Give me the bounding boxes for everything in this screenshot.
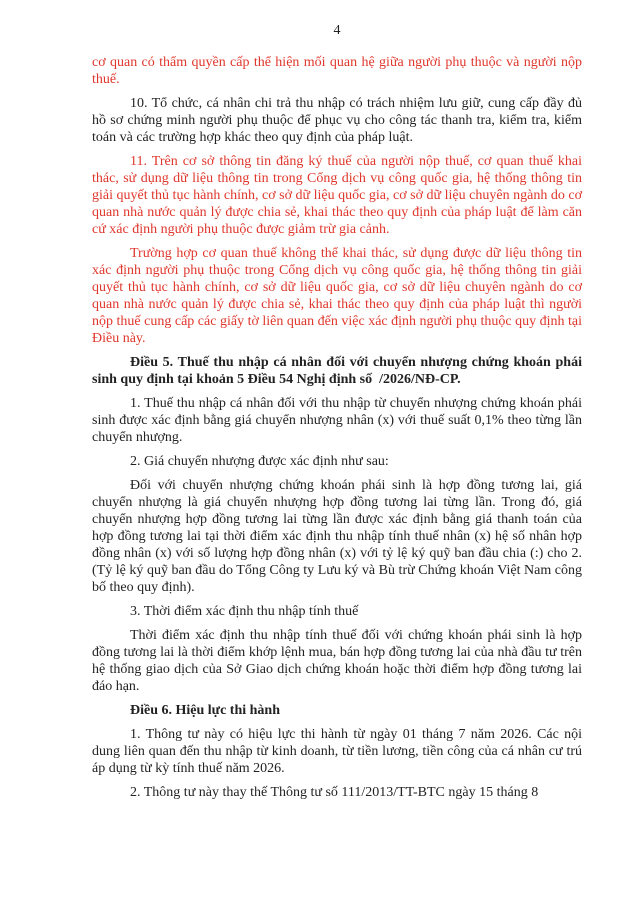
heading-article-6: Điều 6. Hiệu lực thi hành	[130, 703, 280, 718]
paragraph-article6-clause-1: 1. Thông tư này có hiệu lực thi hành từ ngày 01 tháng 7 năm 2026. Các nội dung liên quan đến thu nhập từ kinh doanh, từ tiền lương, tiền công của cá nhân cư trú áp dụng từ kỳ tính thuế năm 2026.	[92, 727, 582, 776]
paragraph-continuation-dependent-proof: cơ quan có thẩm quyền cấp thể hiện mối quan hệ giữa người phụ thuộc và người nộp thuế.	[92, 55, 582, 87]
paragraph-article5-clause-2-detail: Đối với chuyển nhượng chứng khoán phái sinh là hợp đồng tương lai, giá chuyển nhượng là giá chuyển nhượng hợp đồng tương lai từng lần. Trong đó, giá chuyển nhượng hợp đồng tương lai từng lần được xác định bằng giá thanh toán của hợp đồng tương lai tại thời điểm xác định thu nhập tính thuế nhân (x) hệ số nhân hợp đồng nhân (x) với số lượng hợp đồng nhân (x) với tỷ lệ ký quỹ ban đầu chia (:) cho 2. (Tỷ lệ ký quỹ ban đầu do Tổng Công ty Lưu ký và Bù trừ Chứng khoán Việt Nam công bố theo quy định).	[92, 478, 582, 595]
paragraph-article5-clause-1: 1. Thuế thu nhập cá nhân đối với thu nhập từ chuyển nhượng chứng khoán phái sinh được xác định bằng giá chuyển nhượng nhân (x) với thuế suất 0,1% theo từng lần chuyển nhượng.	[92, 396, 582, 445]
paragraph-clause-11-fallback: Trường hợp cơ quan thuế không thể khai thác, sử dụng được dữ liệu thông tin xác định người phụ thuộc trong Cổng dịch vụ công quốc gia, hệ thống thông tin giải quyết thủ tục hành chính, cơ sở dữ liệu quốc gia, cơ sở dữ liệu chuyên ngành do cơ quan nhà nước quản lý được chia sẻ, khai thác theo quy định của pháp luật thì người nộp thuế cung cấp các giấy tờ liên quan đến việc xác định người phụ thuộc quy định tại Điều này.	[92, 246, 582, 346]
paragraph-article5-clause-2: 2. Giá chuyển nhượng được xác định như sau:	[130, 454, 389, 469]
paragraph-article5-clause-3: 3. Thời điểm xác định thu nhập tính thuế	[130, 604, 359, 619]
paragraph-article6-clause-2: 2. Thông tư này thay thế Thông tư số 111/2013/TT-BTC ngày 15 tháng 8	[130, 785, 539, 800]
page-number: 4	[333, 23, 341, 38]
paragraph-clause-11: 11. Trên cơ sở thông tin đăng ký thuế của người nộp thuế, cơ quan thuế khai thác, sử dụng dữ liệu thông tin trong Cổng dịch vụ công quốc gia, hệ thống thông tin giải quyết thủ tục hành chính, cơ sở dữ liệu quốc gia, cơ sở dữ liệu chuyên ngành do cơ quan nhà nước quản lý được chia sẻ, khai thác theo quy định của pháp luật để làm căn cứ xác định người phụ thuộc được giảm trừ gia cảnh.	[92, 154, 582, 237]
heading-article-5: Điều 5. Thuế thu nhập cá nhân đối với chuyển nhượng chứng khoán phái sinh quy định tại khoản 5 Điều 54 Nghị định số /2026/NĐ-CP.	[92, 355, 582, 387]
paragraph-clause-10: 10. Tổ chức, cá nhân chi trả thu nhập có trách nhiệm lưu giữ, cung cấp đầy đủ hồ sơ chứng minh người phụ thuộc để phục vụ cho công tác thanh tra, kiểm tra, kiểm toán và các trường hợp khác theo quy định của pháp luật.	[92, 96, 582, 145]
paragraph-article5-clause-3-detail: Thời điểm xác định thu nhập tính thuế đối với chứng khoán phái sinh là hợp đồng tương lai là thời điểm khớp lệnh mua, bán hợp đồng tương lai của nhà đầu tư trên hệ thống giao dịch của Sở Giao dịch chứng khoán hoặc thời điểm hợp đồng tương lai đáo hạn.	[92, 628, 582, 694]
